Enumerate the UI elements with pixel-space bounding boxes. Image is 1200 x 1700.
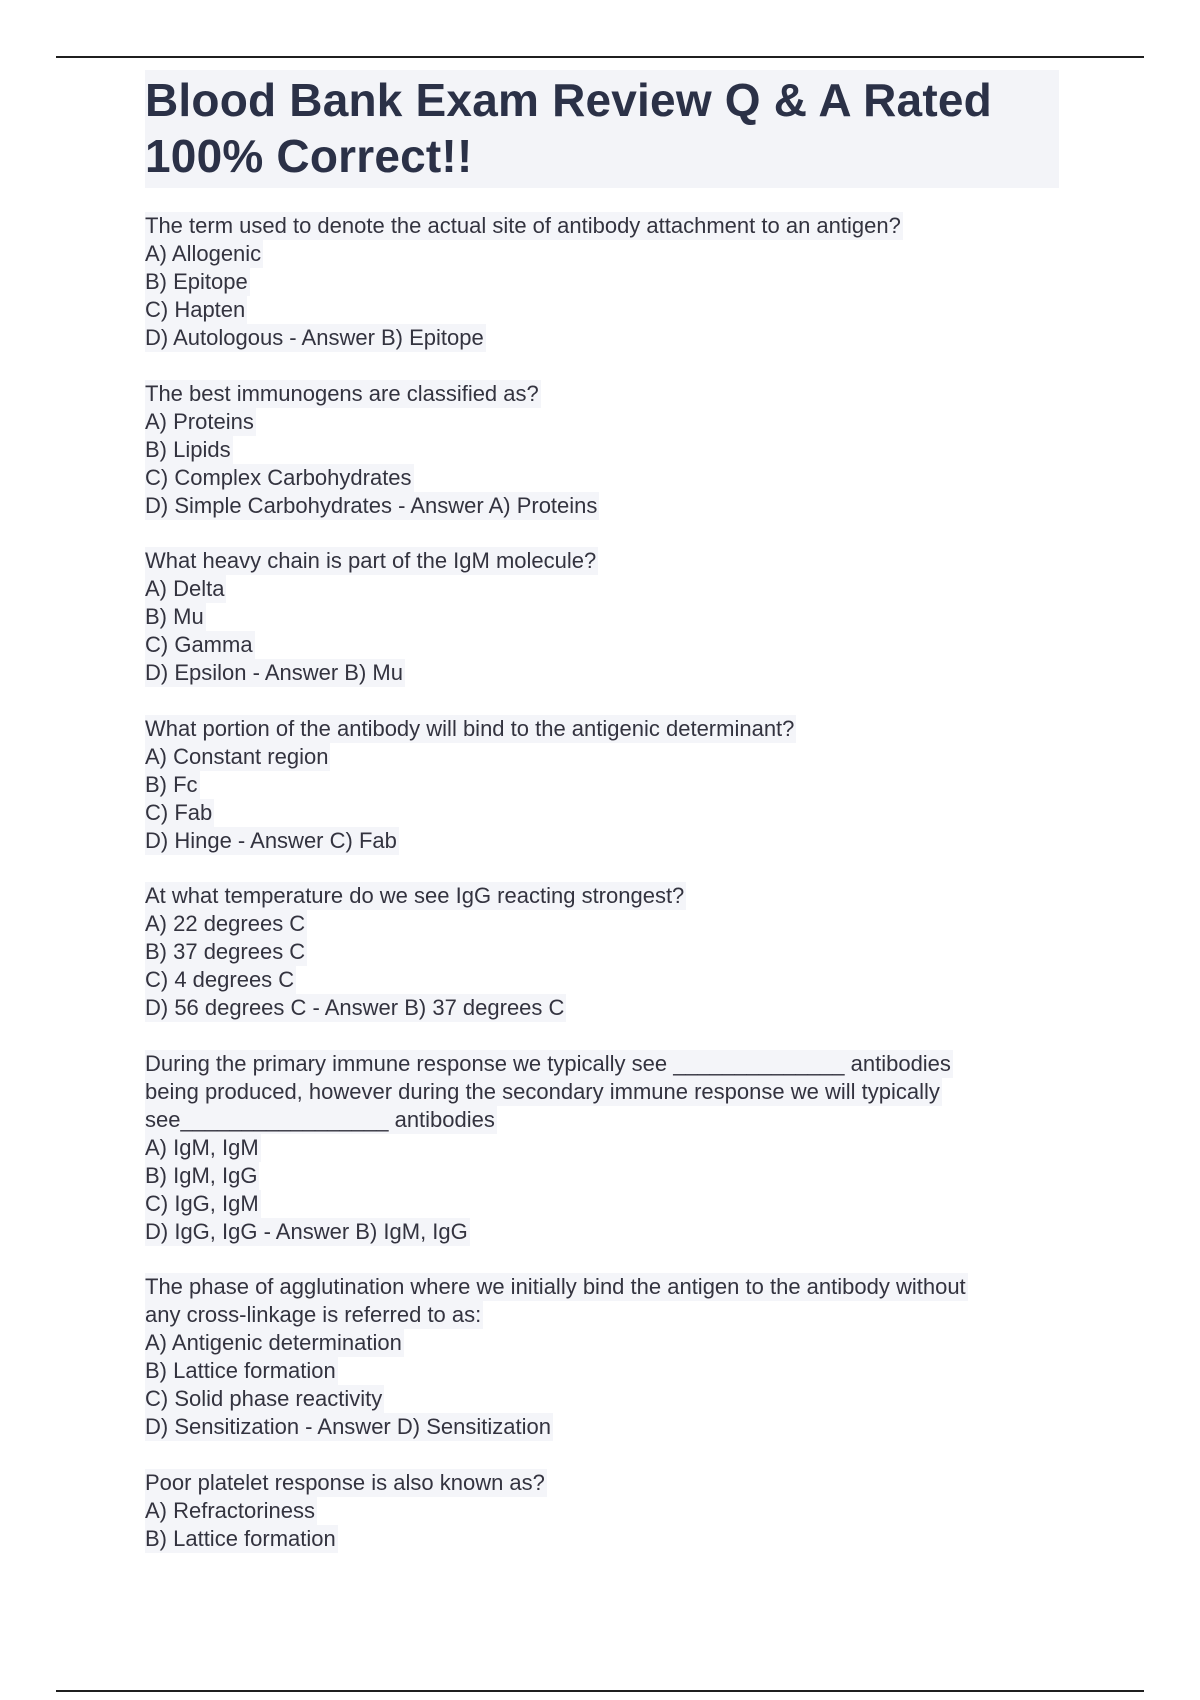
answer-option-with-answer: D) Hinge - Answer C) Fab	[145, 827, 397, 853]
question-list	[145, 212, 1055, 1553]
question-text: During the primary immune response we typically see ______________ antibodies	[145, 1050, 951, 1076]
question-text: being produced, however during the secondary immune response we will typically	[145, 1078, 940, 1104]
answer-option: C) 4 degrees C	[145, 967, 295, 992]
answer-option: C) Solid phase reactivity	[145, 1386, 383, 1411]
answer-option: B) Epitope	[145, 269, 248, 294]
answer-option: B) Mu	[145, 604, 204, 629]
question-text: The phase of agglutination where we initially bind the antigen to the antibody without	[145, 1274, 966, 1299]
question-block	[145, 1050, 1055, 1246]
answer-option: A) Antigenic determination	[145, 1330, 402, 1355]
question-text: At what temperature do we see IgG reacting strongest?	[145, 883, 685, 908]
question-text: any cross-linkage is referred to as:	[145, 1302, 482, 1327]
question-block	[145, 380, 1055, 520]
question-block	[145, 1469, 1055, 1553]
answer-option-with-answer: D) IgG, IgG - Answer B) IgM, IgG	[145, 1218, 468, 1244]
question-block	[145, 715, 1055, 855]
document-page	[145, 70, 1055, 1580]
document-title: Blood Bank Exam Review Q & A Rated 100% Correct!!	[145, 74, 992, 182]
answer-option: C) Fab	[145, 799, 213, 825]
answer-option: A) Proteins	[145, 408, 254, 434]
answer-option-with-answer: D) Sensitization - Answer D) Sensitization	[145, 1414, 551, 1439]
title-block	[145, 70, 1059, 188]
top-rule	[56, 56, 1144, 58]
answer-option: C) Complex Carbohydrates	[145, 464, 412, 490]
question-block	[145, 1273, 1055, 1441]
answer-option: A) 22 degrees C	[145, 911, 306, 936]
answer-option-with-answer: D) Autologous - Answer B) Epitope	[145, 325, 484, 350]
answer-option: C) Gamma	[145, 632, 253, 657]
bottom-rule	[56, 1690, 1144, 1692]
answer-option: A) IgM, IgM	[145, 1134, 259, 1160]
answer-option: B) Lattice formation	[145, 1525, 336, 1551]
answer-option-with-answer: D) 56 degrees C - Answer B) 37 degrees C	[145, 995, 565, 1020]
question-text: see_________________ antibodies	[145, 1106, 495, 1132]
answer-option-with-answer: D) Simple Carbohydrates - Answer A) Proteins	[145, 492, 598, 518]
question-text: The best immunogens are classified as?	[145, 380, 539, 406]
question-text: Poor platelet response is also known as?	[145, 1469, 545, 1495]
answer-option: C) IgG, IgM	[145, 1190, 259, 1216]
answer-option: A) Constant region	[145, 743, 329, 769]
answer-option: B) 37 degrees C	[145, 939, 306, 964]
question-text: What portion of the antibody will bind to the antigenic determinant?	[145, 715, 795, 741]
question-block	[145, 882, 1055, 1022]
question-text: What heavy chain is part of the IgM molecule?	[145, 548, 597, 573]
answer-option-with-answer: D) Epsilon - Answer B) Mu	[145, 660, 403, 685]
answer-option: B) Fc	[145, 771, 198, 797]
question-text: The term used to denote the actual site of antibody attachment to an antigen?	[145, 213, 901, 238]
answer-option: B) Lattice formation	[145, 1358, 336, 1383]
answer-option: A) Delta	[145, 576, 225, 601]
answer-option: B) IgM, IgG	[145, 1162, 258, 1188]
question-block	[145, 547, 1055, 687]
answer-option: B) Lipids	[145, 436, 231, 462]
question-block	[145, 212, 1055, 352]
answer-option: A) Allogenic	[145, 241, 262, 266]
answer-option: A) Refractoriness	[145, 1497, 315, 1523]
answer-option: C) Hapten	[145, 297, 246, 322]
